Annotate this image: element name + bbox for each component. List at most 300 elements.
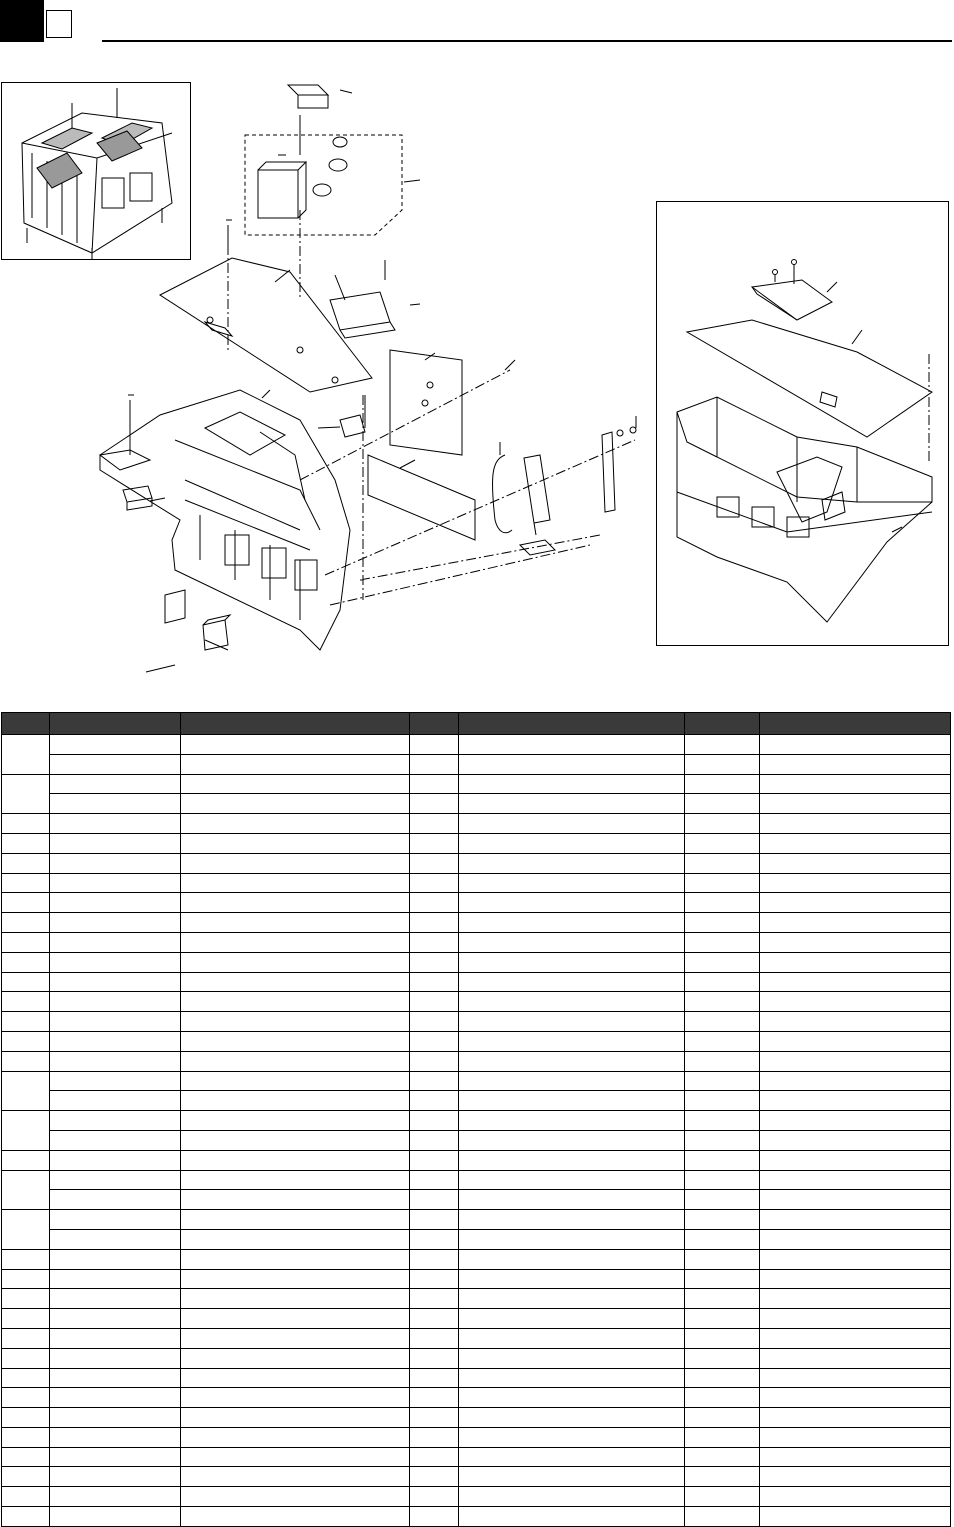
table-cell [685,972,760,992]
table-cell [685,1447,760,1467]
table-row [2,754,951,774]
table-cell [181,1051,410,1071]
table-cell [2,1210,50,1250]
table-row [2,1507,951,1527]
table-cell [181,893,410,913]
table-cell [181,1170,410,1190]
table-cell [760,1012,951,1032]
table-row [2,1170,951,1190]
table-cell [760,1150,951,1170]
table-cell [760,1467,951,1487]
table-cell [181,972,410,992]
table-cell [2,913,50,933]
table-cell [50,992,181,1012]
table-cell [459,1170,685,1190]
table-cell [50,1467,181,1487]
table-cell [459,1210,685,1230]
table-cell [50,1388,181,1408]
table-cell [685,833,760,853]
table-row [2,1051,951,1071]
table-cell [2,1507,50,1527]
table-cell [459,1012,685,1032]
table-row [2,1229,951,1249]
table-cell [459,1427,685,1447]
table-cell [181,1408,410,1428]
table-row [2,873,951,893]
table-row [2,1210,951,1230]
table-row [2,1111,951,1131]
table-cell [760,774,951,794]
table-cell [50,932,181,952]
table-cell [760,1031,951,1051]
table-cell [2,1289,50,1309]
table-cell [685,794,760,814]
table-cell [181,1467,410,1487]
table-cell [410,992,459,1012]
table-cell [2,1487,50,1507]
table-cell [760,1309,951,1329]
table-cell [2,1467,50,1487]
table-cell [685,1289,760,1309]
table-row [2,1328,951,1348]
table-row [2,1190,951,1210]
table-cell [760,1427,951,1447]
table-cell [685,853,760,873]
table-cell [685,774,760,794]
table-cell [181,774,410,794]
table-cell [181,1130,410,1150]
table-cell [760,754,951,774]
table-cell [685,1130,760,1150]
table-cell [410,735,459,755]
table-cell [685,1229,760,1249]
table-cell [181,794,410,814]
table-row [2,1427,951,1447]
table-cell [50,1487,181,1507]
table-cell [181,1427,410,1447]
table-row [2,1467,951,1487]
column-header-qty [410,713,459,735]
table-cell [410,1348,459,1368]
table-cell [2,873,50,893]
table-cell [50,1130,181,1150]
table-cell [685,1111,760,1131]
table-cell [50,754,181,774]
table-cell [50,972,181,992]
table-cell [760,1348,951,1368]
table-cell [685,1328,760,1348]
table-cell [410,1229,459,1249]
table-cell [685,1507,760,1527]
table-cell [760,1368,951,1388]
table-cell [50,1368,181,1388]
table-cell [760,1408,951,1428]
table-cell [50,1091,181,1111]
table-cell [685,932,760,952]
alternate-view-illustration [657,202,949,646]
table-cell [685,754,760,774]
table-cell [685,1051,760,1071]
table-cell [459,952,685,972]
table-cell [181,754,410,774]
table-cell [2,1031,50,1051]
table-cell [760,1170,951,1190]
table-header-row [2,713,951,735]
table-row [2,833,951,853]
table-cell [181,932,410,952]
table-row [2,774,951,794]
column-header-code [685,713,760,735]
table-row [2,1249,951,1269]
table-cell [410,853,459,873]
table-cell [760,873,951,893]
table-cell [685,1031,760,1051]
column-header-remarks [459,713,685,735]
table-cell [459,992,685,1012]
table-cell [181,1150,410,1170]
table-cell [50,1269,181,1289]
table-row [2,735,951,755]
table-cell [50,1507,181,1527]
table-cell [459,1467,685,1487]
table-cell [50,1170,181,1190]
table-cell [181,1447,410,1467]
table-cell [181,1210,410,1230]
table-cell [760,1487,951,1507]
table-cell [459,853,685,873]
table-cell [459,1051,685,1071]
table-cell [50,1210,181,1230]
table-cell [2,1150,50,1170]
table-cell [181,1328,410,1348]
table-cell [410,1447,459,1467]
table-cell [50,853,181,873]
table-cell [410,1210,459,1230]
table-cell [50,1150,181,1170]
table-cell [760,1269,951,1289]
table-cell [410,1111,459,1131]
column-header-notes [760,713,951,735]
column-header-part-no [50,713,181,735]
table-cell [410,1467,459,1487]
table-cell [685,1408,760,1428]
table-cell [685,913,760,933]
table-cell [459,833,685,853]
table-cell [459,814,685,834]
table-row [2,1091,951,1111]
table-cell [2,1348,50,1368]
table-cell [410,1309,459,1329]
table-cell [410,1031,459,1051]
table-cell [685,1309,760,1329]
table-cell [2,893,50,913]
table-cell [2,1111,50,1151]
table-cell [760,1388,951,1408]
table-cell [2,833,50,853]
table-cell [50,1447,181,1467]
table-cell [410,1012,459,1032]
table-cell [410,774,459,794]
table-cell [760,1071,951,1091]
table-cell [2,735,50,775]
table-cell [410,1051,459,1071]
table-cell [410,1170,459,1190]
table-cell [50,1427,181,1447]
table-cell [760,972,951,992]
table-cell [760,1051,951,1071]
table-cell [459,1328,685,1348]
table-cell [50,1051,181,1071]
table-row [2,1348,951,1368]
table-cell [459,1487,685,1507]
table-cell [459,932,685,952]
table-row [2,1368,951,1388]
table-cell [760,1289,951,1309]
table-cell [760,1447,951,1467]
table-cell [685,1368,760,1388]
table-cell [410,1408,459,1428]
table-cell [760,932,951,952]
table-cell [410,932,459,952]
header-rule [102,40,952,42]
table-cell [760,1249,951,1269]
table-cell [410,893,459,913]
table-cell [410,952,459,972]
table-cell [181,1071,410,1091]
table-cell [2,853,50,873]
table-cell [410,1091,459,1111]
table-cell [410,1328,459,1348]
table-cell [685,735,760,755]
table-cell [410,814,459,834]
table-cell [760,735,951,755]
table-cell [50,814,181,834]
table-row [2,1408,951,1428]
table-cell [181,1091,410,1111]
table-cell [181,873,410,893]
table-cell [760,833,951,853]
table-row [2,1031,951,1051]
table-row [2,992,951,1012]
table-cell [410,1190,459,1210]
table-cell [685,1487,760,1507]
table-cell [410,1368,459,1388]
table-cell [760,1507,951,1527]
section-tab [0,0,44,42]
table-cell [181,814,410,834]
table-cell [459,1150,685,1170]
table-cell [685,873,760,893]
table-cell [410,1388,459,1408]
table-cell [181,1289,410,1309]
table-cell [459,893,685,913]
table-cell [685,992,760,1012]
table-row [2,952,951,972]
parts-table-body [2,735,951,1527]
page-number-box [46,10,72,38]
table-cell [685,952,760,972]
table-row [2,1150,951,1170]
table-row [2,853,951,873]
table-cell [50,1111,181,1131]
table-row [2,1309,951,1329]
table-cell [50,952,181,972]
table-cell [410,794,459,814]
table-cell [2,1368,50,1388]
table-cell [459,1368,685,1388]
table-cell [410,833,459,853]
table-cell [2,952,50,972]
table-cell [50,1190,181,1210]
table-cell [2,1447,50,1467]
table-cell [50,1408,181,1428]
table-cell [181,992,410,1012]
table-cell [181,1507,410,1527]
table-cell [760,1190,951,1210]
table-cell [2,1269,50,1289]
table-cell [181,1269,410,1289]
table-cell [685,1249,760,1269]
table-cell [50,1012,181,1032]
table-cell [459,1289,685,1309]
table-cell [50,873,181,893]
table-cell [50,1071,181,1091]
table-cell [459,1249,685,1269]
table-cell [685,1427,760,1447]
table-cell [2,1051,50,1071]
table-cell [181,735,410,755]
table-row [2,1012,951,1032]
table-cell [459,1269,685,1289]
table-cell [459,1229,685,1249]
table-cell [2,1249,50,1269]
table-cell [760,992,951,1012]
table-cell [459,735,685,755]
table-row [2,794,951,814]
table-cell [2,1408,50,1428]
table-row [2,972,951,992]
table-cell [410,1289,459,1309]
table-cell [181,1309,410,1329]
table-cell [2,1071,50,1111]
table-cell [181,1249,410,1269]
table-cell [459,1190,685,1210]
table-cell [760,1111,951,1131]
table-cell [410,972,459,992]
table-cell [50,1309,181,1329]
table-cell [181,1190,410,1210]
table-cell [459,794,685,814]
table-cell [459,1111,685,1131]
table-cell [760,1328,951,1348]
table-cell [685,1071,760,1091]
table-cell [459,873,685,893]
table-cell [2,1388,50,1408]
table-cell [50,1031,181,1051]
table-cell [459,1130,685,1150]
table-cell [410,1130,459,1150]
table-cell [760,893,951,913]
table-cell [685,814,760,834]
table-row [2,932,951,952]
table-cell [459,1309,685,1329]
table-cell [459,913,685,933]
table-cell [459,1408,685,1428]
table-cell [459,1348,685,1368]
table-cell [50,735,181,755]
table-cell [181,1388,410,1408]
table-cell [459,774,685,794]
table-cell [50,1229,181,1249]
table-cell [459,1091,685,1111]
table-cell [760,853,951,873]
table-cell [685,1150,760,1170]
table-cell [50,833,181,853]
table-cell [181,833,410,853]
table-row [2,893,951,913]
table-cell [410,1507,459,1527]
table-row [2,1289,951,1309]
table-row [2,814,951,834]
table-cell [410,1249,459,1269]
table-cell [760,1229,951,1249]
table-cell [685,1170,760,1190]
table-cell [760,1130,951,1150]
table-cell [50,1249,181,1269]
table-cell [2,1170,50,1210]
table-cell [459,754,685,774]
column-header-description [181,713,410,735]
table-cell [685,1348,760,1368]
table-cell [760,952,951,972]
table-cell [2,1427,50,1447]
table-row [2,913,951,933]
table-cell [2,992,50,1012]
table-row [2,1269,951,1289]
table-cell [181,1487,410,1507]
table-cell [410,1071,459,1091]
table-cell [50,794,181,814]
table-cell [760,1210,951,1230]
alternate-view-inset [656,201,949,646]
table-cell [181,1348,410,1368]
table-cell [50,1289,181,1309]
table-cell [685,1388,760,1408]
table-cell [181,1111,410,1131]
table-cell [410,754,459,774]
table-cell [685,1190,760,1210]
table-cell [760,814,951,834]
table-cell [2,814,50,834]
table-cell [410,1269,459,1289]
table-cell [685,1012,760,1032]
table-cell [2,1309,50,1329]
table-cell [685,893,760,913]
table-cell [2,1012,50,1032]
table-row [2,1071,951,1091]
table-cell [459,1507,685,1527]
table-cell [459,1031,685,1051]
table-cell [459,1447,685,1467]
table-cell [2,972,50,992]
column-header-ref [2,713,50,735]
table-cell [181,1031,410,1051]
table-cell [410,873,459,893]
table-cell [459,1388,685,1408]
table-cell [50,913,181,933]
table-cell [685,1467,760,1487]
table-row [2,1447,951,1467]
